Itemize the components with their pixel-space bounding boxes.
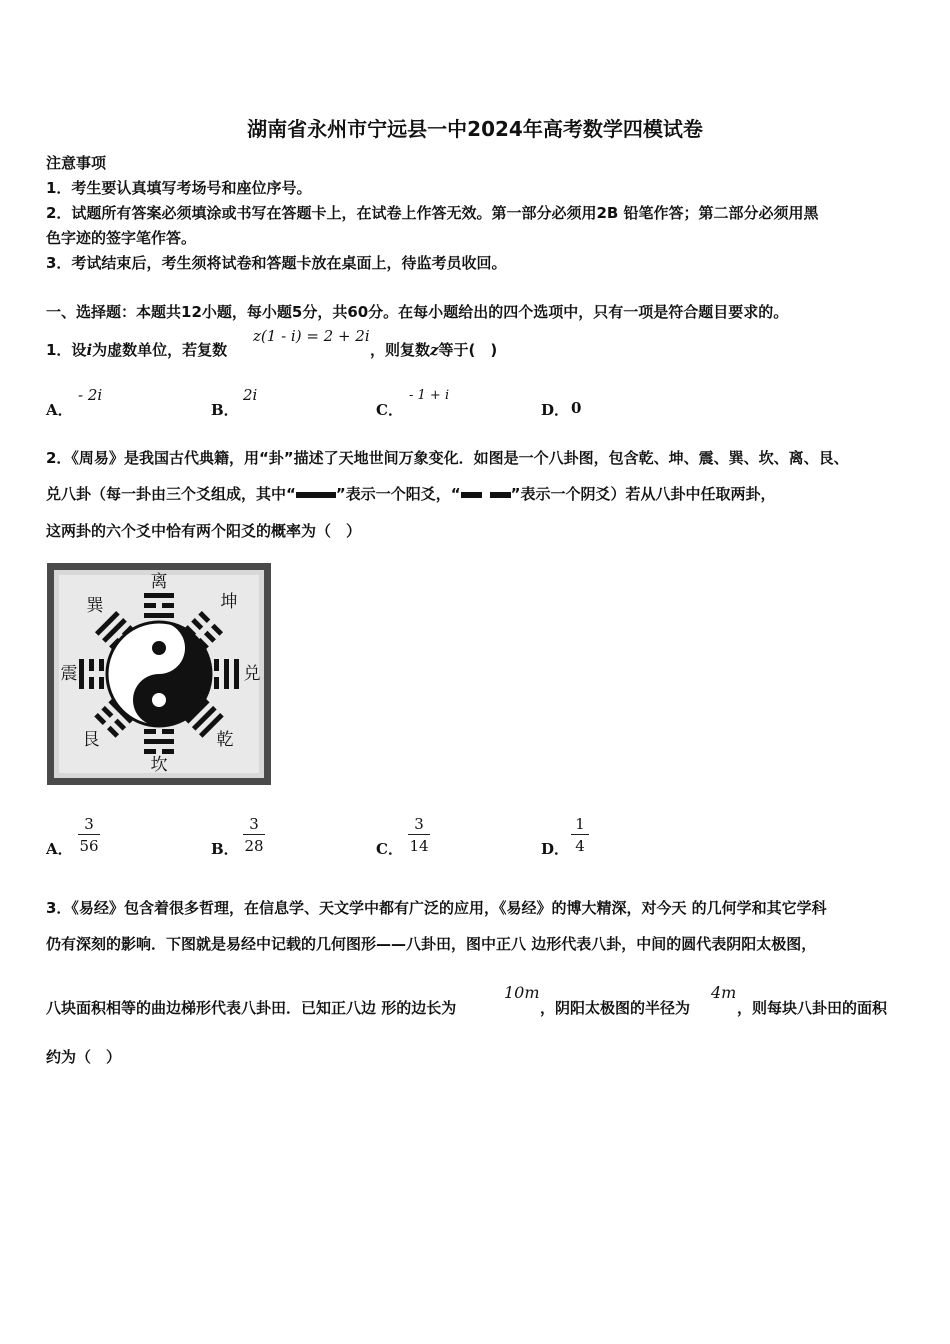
notice-item-3: 3．考试结束后，考生须将试卷和答题卡放在桌面上，待监考员收回。 bbox=[46, 254, 507, 272]
bagua-figure bbox=[47, 563, 271, 785]
q1-suffix-b: 等于( ) bbox=[438, 341, 498, 359]
q1-stem bbox=[46, 339, 227, 360]
page-title: 湖南省永州市宁远县一中2024年高考数学四模试卷 bbox=[247, 117, 703, 141]
q3-line-3b: ，阴阳太极图的半径为 bbox=[540, 999, 691, 1017]
q1-equation: z(1 - i) = 2 + 2i bbox=[253, 327, 370, 345]
trigram-label-kan: 坎 bbox=[150, 755, 168, 775]
q2-line-1: 2．《周易》是我国古代典籍，用“卦”描述了天地世间万象变化．如图是一个八卦图，包含乾、坤、震、巽、坎、离、艮、 bbox=[46, 449, 849, 467]
q2-option-d-fraction bbox=[569, 814, 591, 855]
q3-line-3c: ，则每块八卦田的面积 bbox=[737, 999, 888, 1017]
yin-yao-symbol bbox=[461, 492, 511, 498]
section-heading: 一、选择题：本题共12小题，每小题5分，共60分。在每小题给出的四个选项中，只有一项是符合题目要求的。 bbox=[46, 303, 789, 321]
trigram-label-qian: 乾 bbox=[216, 730, 234, 750]
q2-line-2a: 兑八卦（每一卦由三个爻组成，其中“ bbox=[46, 485, 296, 503]
q2-option-c-fraction bbox=[406, 814, 432, 855]
q2-option-a-numerator: 3 bbox=[84, 815, 94, 833]
q2-option-a-fraction bbox=[76, 814, 102, 855]
yang-yao-symbol bbox=[296, 492, 336, 498]
q1-option-d-value: 0 bbox=[571, 399, 582, 417]
q1-option-b-value: 2i bbox=[243, 386, 258, 404]
trigram-label-dui: 兑 bbox=[243, 664, 261, 684]
q1-stem-end bbox=[370, 339, 497, 360]
q2-option-b-fraction bbox=[241, 814, 267, 855]
q2-line-2c: ”表示一个阴爻）若从八卦中任取两卦， bbox=[510, 485, 776, 503]
q3-line-3a: 八块面积相等的曲边梯形代表八卦田．已知正八边 形的边长为 bbox=[46, 999, 457, 1017]
q2-option-d-denominator: 4 bbox=[575, 837, 585, 855]
q3-line-2: 仍有深刻的影响．下图就是易经中记载的几何图形——八卦田，图中正八 边形代表八卦，中间的圆代表阴阳太极图， bbox=[46, 935, 817, 953]
q2-option-a-denominator: 56 bbox=[79, 837, 99, 855]
q1-option-c-label[interactable]: C． bbox=[376, 401, 403, 419]
trigram-label-xun: 巽 bbox=[86, 596, 104, 616]
q1-option-d-label[interactable]: D． bbox=[541, 401, 570, 419]
q1-option-c-value: - 1 + i bbox=[409, 388, 450, 403]
q1-suffix-a: ，则复数 bbox=[370, 341, 431, 359]
q2-line-2 bbox=[46, 483, 775, 504]
q2-option-c-numerator: 3 bbox=[414, 815, 424, 833]
q1-var-z: z bbox=[430, 341, 439, 359]
q1-option-a-value: - 2i bbox=[78, 386, 103, 404]
q2-option-a-label[interactable]: A． bbox=[46, 840, 73, 858]
q3-radius: 4m bbox=[711, 983, 737, 1002]
q2-option-c-denominator: 14 bbox=[409, 837, 429, 855]
q2-option-b-denominator: 28 bbox=[244, 837, 264, 855]
trigram-label-kun: 坤 bbox=[220, 592, 238, 612]
q3-side-length: 10m bbox=[504, 983, 540, 1002]
q1-prefix: 1．设 bbox=[46, 341, 87, 359]
q1-option-b-label[interactable]: B． bbox=[211, 401, 239, 419]
trigram-label-gen: 艮 bbox=[82, 730, 100, 750]
q2-option-b-label[interactable]: B． bbox=[211, 840, 239, 858]
q2-option-c-label[interactable]: C． bbox=[376, 840, 403, 858]
q1-mid: 为虚数单位，若复数 bbox=[92, 341, 228, 359]
trigram-label-zhen: 震 bbox=[60, 664, 78, 684]
q2-option-b-numerator: 3 bbox=[249, 815, 259, 833]
notice-heading: 注意事项 bbox=[46, 154, 107, 172]
q2-line-2b: ”表示一个阳爻，“ bbox=[335, 485, 461, 503]
notice-item-1: 1．考生要认真填写考场号和座位序号。 bbox=[46, 179, 312, 197]
q3-line-4: 约为（ ） bbox=[46, 1048, 122, 1066]
yin-yang-icon bbox=[107, 622, 211, 726]
q2-option-d-numerator: 1 bbox=[575, 815, 585, 833]
notice-item-2-cont: 色字迹的签字笔作答。 bbox=[46, 229, 197, 247]
q1-var-i: i bbox=[86, 341, 93, 359]
bagua-diagram bbox=[47, 563, 271, 785]
q2-line-3: 这两卦的六个爻中恰有两个阳爻的概率为（ ） bbox=[46, 522, 362, 540]
q3-line-1: 3．《易经》包含着很多哲理，在信息学、天文学中都有广泛的应用，《易经》的博大精深，对今天 的几何学和其它学科 bbox=[46, 899, 827, 917]
q2-option-d-label[interactable]: D． bbox=[541, 840, 570, 858]
trigram-label-li: 离 bbox=[150, 572, 168, 592]
notice-item-2: 2．试题所有答案必须填涂或书写在答题卡上，在试卷上作答无效。第一部分必须用2B 铅笔作答；第二部分必须用黑 bbox=[46, 204, 819, 222]
q1-option-a-label[interactable]: A． bbox=[46, 401, 73, 419]
